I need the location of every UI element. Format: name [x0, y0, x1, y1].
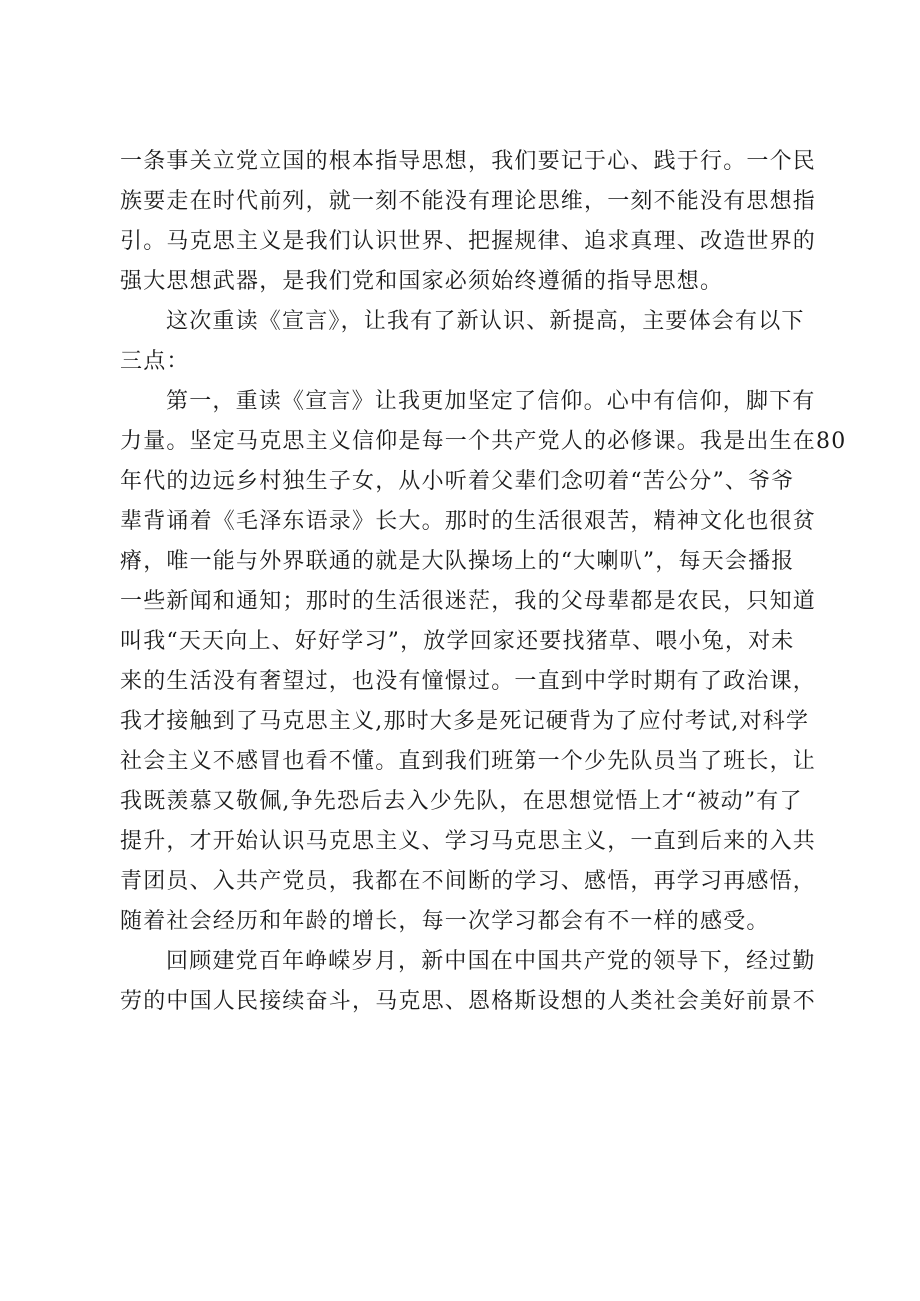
text-line: 一些新闻和通知；那时的生活很迷茫，我的父母辈都是农民，只知道 [120, 589, 817, 614]
paragraph-start-line: 第一，重读《宣言》让我更加坚定了信仰。心中有信仰，脚下有 [166, 389, 816, 414]
text-line: 我既羡慕又敬佩,争先恐后去入少先队，在思想觉悟上才“被动”有了 [120, 789, 803, 814]
text-line: 随着社会经历和年龄的增长，每一次学习都会有不一样的感受。 [120, 909, 770, 934]
text-line: 提升，才开始认识马克思主义、学习马克思主义，一直到后来的入共 [120, 829, 817, 854]
text-line: 三点： [120, 349, 190, 374]
text-line: 一条事关立党立国的根本指导思想，我们要记于心、践于行。一个民 [120, 149, 817, 174]
body-text [120, 142, 847, 1022]
text-line: 瘠，唯一能与外界联通的就是大队操场上的“大喇叭”，每天会播报 [120, 549, 795, 574]
paragraph-start-line: 回顾建党百年峥嵘岁月，新中国在中国共产党的领导下，经过勤 [166, 949, 816, 974]
text-line: 来的生活没有奢望过，也没有憧憬过。一直到中学时期有了政治课， [120, 669, 817, 694]
paragraph-start-line: 这次重读《宣言》，让我有了新认识、新提高，主要体会有以下 [166, 309, 805, 334]
text-line: 强大思想武器，是我们党和国家必须始终遵循的指导思想。 [120, 269, 724, 294]
text-line: 力量。坚定马克思主义信仰是每一个共产党人的必修课。我是出生在80 [120, 429, 847, 454]
text-line: 引。马克思主义是我们认识世界、把握规律、追求真理、改造世界的 [120, 229, 817, 254]
text-line: 辈背诵着《毛泽东语录》长大。那时的生活很艰苦，精神文化也很贫 [120, 509, 817, 534]
text-line: 族要走在时代前列，就一刻不能没有理论思维，一刻不能没有思想指 [120, 189, 817, 214]
text-line: 叫我“天天向上、好好学习”，放学回家还要找猪草、喂小兔，对未 [120, 629, 795, 654]
text-line: 劳的中国人民接续奋斗，马克思、恩格斯设想的人类社会美好前景不 [120, 989, 817, 1014]
text-line: 年代的边远乡村独生子女，从小听着父辈们念叨着“苦公分”、爷爷 [120, 469, 795, 494]
text-line: 我才接触到了马克思主义,那时大多是死记硬背为了应付考试,对科学 [120, 709, 810, 734]
text-line: 社会主义不感冒也看不懂。直到我们班第一个少先队员当了班长，让 [120, 749, 817, 774]
text-line: 青团员、入共产党员，我都在不间断的学习、感悟，再学习再感悟， [120, 869, 817, 894]
